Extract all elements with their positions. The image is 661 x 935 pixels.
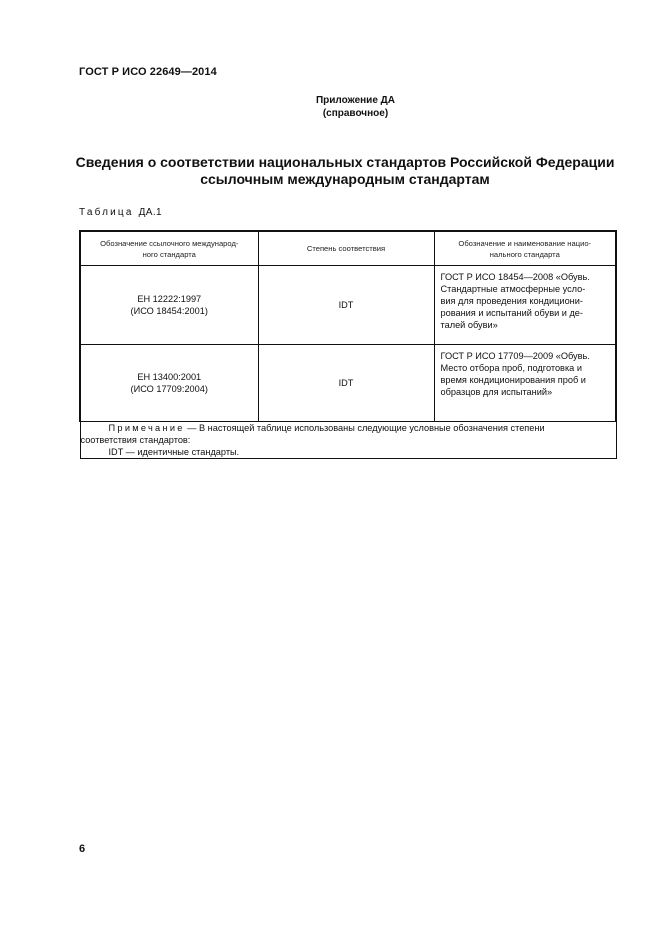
heading-line-1: Сведения о соответствии национальных стандартов Российской Федерации xyxy=(75,154,615,170)
national-standard-cell xyxy=(434,345,616,422)
national-standard-line: Стандартные атмосферные усло- xyxy=(440,284,586,294)
note-legend: IDT — идентичные стандарты. xyxy=(108,447,240,457)
table-header-row xyxy=(80,231,616,266)
note-prefix: Примечание xyxy=(108,423,185,433)
national-standard-line: рования и испытаний обуви и де- xyxy=(440,308,583,318)
header-national-line-2: нального стандарта xyxy=(489,249,560,259)
appendix-title: Приложение ДА xyxy=(315,95,396,106)
reference-standard-iso: (ИСО 18454:2001) xyxy=(130,306,208,316)
reference-standard-cell xyxy=(80,266,258,345)
section-heading xyxy=(75,154,615,188)
national-standard-line: время кондиционирования проб и xyxy=(440,375,586,385)
table-note xyxy=(80,422,616,459)
table-label xyxy=(79,207,162,218)
reference-standard-iso: (ИСО 17709:2004) xyxy=(130,384,208,394)
table-label-text: Таблица xyxy=(79,207,134,218)
reference-standard-cell xyxy=(80,345,258,422)
national-standard-line: талей обуви» xyxy=(440,320,498,330)
appendix-subtitle: (справочное) xyxy=(322,108,389,119)
heading-line-2: ссылочным международным стандартам xyxy=(200,171,490,187)
reference-standard-code: ЕН 13400:2001 xyxy=(137,372,202,382)
note-first-line xyxy=(81,422,616,434)
national-standard-line: Место отбора проб, подготовка и xyxy=(440,363,582,373)
note-text: — В настоящей таблице использованы следующие условные обозначения степени xyxy=(187,423,545,433)
table-note-row xyxy=(80,422,616,459)
table-number: ДА.1 xyxy=(138,207,162,218)
page-number: 6 xyxy=(79,843,86,855)
header-degree-line-1: Степень соответствия xyxy=(306,244,386,253)
national-standard-line: ГОСТ Р ИСО 18454—2008 «Обувь. xyxy=(440,272,590,282)
header-national-line-1: Обозначение и наименование нацио- xyxy=(458,238,592,248)
header-cell-degree xyxy=(258,231,434,266)
reference-standard-code: ЕН 12222:1997 xyxy=(137,294,202,304)
national-standard-line: вия для проведения кондициони- xyxy=(440,296,583,306)
header-cell-national xyxy=(434,231,616,266)
correspondence-table xyxy=(79,230,617,459)
document-code: ГОСТ Р ИСО 22649—2014 xyxy=(79,66,217,78)
header-reference-line-2: ного стандарта xyxy=(142,249,196,259)
table-row xyxy=(80,266,616,345)
note-second-line: соответствия стандартов: xyxy=(80,435,191,445)
national-standard-line: ГОСТ Р ИСО 17709—2009 «Обувь. xyxy=(440,351,590,361)
header-reference-line-1: Обозначение ссылочного международ- xyxy=(100,238,239,248)
national-standard-line: образцов для испытаний» xyxy=(440,387,553,397)
degree-cell: IDT xyxy=(258,345,434,422)
national-standard-cell xyxy=(434,266,616,345)
header-cell-reference xyxy=(80,231,258,266)
degree-cell: IDT xyxy=(258,266,434,345)
table-row xyxy=(80,345,616,422)
